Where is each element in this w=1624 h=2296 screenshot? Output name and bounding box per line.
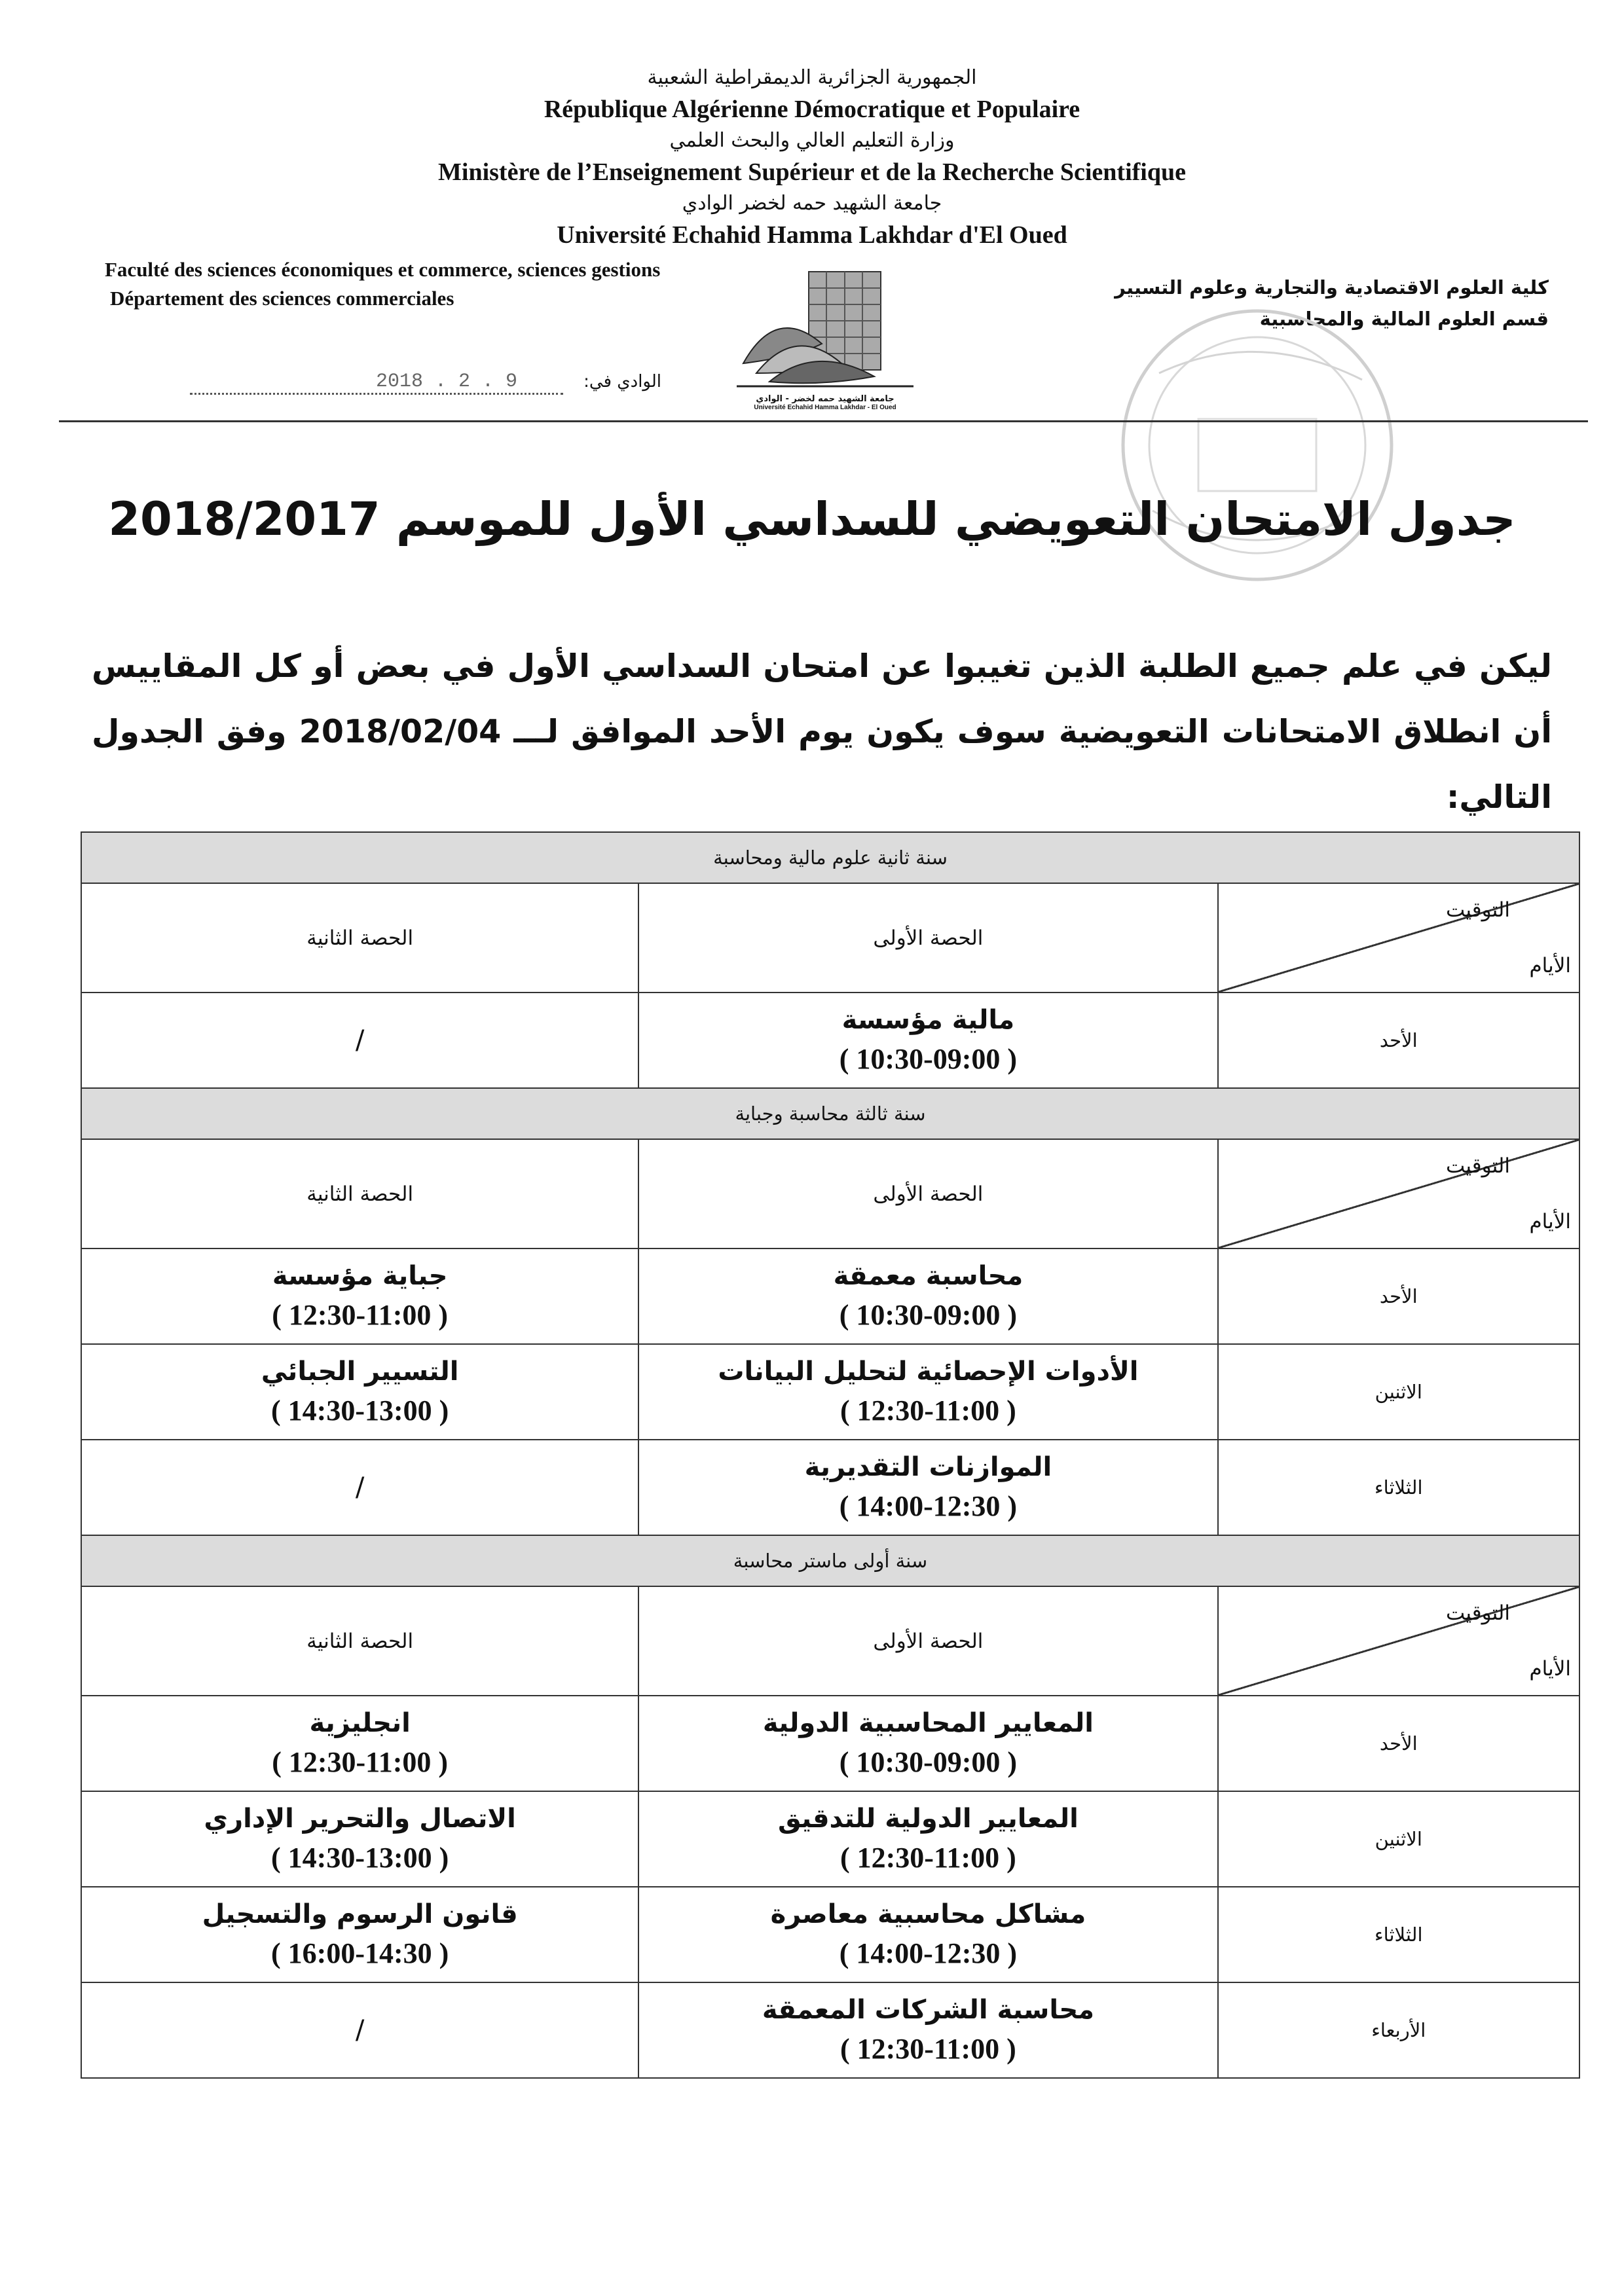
department-name-fr: Département des sciences commerciales [110, 287, 454, 310]
column-header-row [81, 1139, 1579, 1248]
first-subject: محاسبة معمقة [833, 1261, 1024, 1291]
republic-fr: République Algérienne Démocratique et Populaire [544, 96, 1080, 123]
first-session-cell [638, 1791, 1217, 1887]
republic-ar: الجمهورية الجزائرية الديمقراطية الشعبية [647, 66, 977, 89]
section-header-row [81, 832, 1579, 883]
first-session-header: الحصة الأولى [638, 1139, 1217, 1248]
days-label: الأيام [1529, 1657, 1571, 1681]
table-row [81, 1344, 1579, 1440]
second-subject: جباية مؤسسة [272, 1261, 448, 1291]
ministry-fr: Ministère de l’Enseignement Supérieur et de la Recherche Scientifique [438, 158, 1186, 186]
first-time: ( 12:30-11:00 ) [840, 1394, 1016, 1427]
day-cell: الأحد [1218, 1248, 1579, 1344]
second-subject: انجليزية [309, 1708, 411, 1738]
day-cell: الثلاثاء [1218, 1440, 1579, 1535]
second-subject-empty: / [355, 1472, 365, 1503]
day-cell: الثلاثاء [1218, 1887, 1579, 1982]
first-session-cell [638, 1982, 1217, 2078]
university-ar: جامعة الشهيد حمه لخضر الوادي [682, 192, 942, 215]
timing-label: التوقيت [1445, 1154, 1510, 1178]
second-session-cell [81, 1248, 638, 1344]
second-session-cell [81, 1440, 638, 1535]
days-label: الأيام [1529, 954, 1571, 977]
university-logo [730, 265, 920, 422]
days-label: الأيام [1529, 1210, 1571, 1233]
second-subject-empty: / [355, 2015, 365, 2045]
faculty-block-fr [105, 255, 786, 313]
first-subject: الأدوات الإحصائية لتحليل البيانات [718, 1357, 1139, 1387]
second-session-header: الحصة الثانية [81, 1586, 638, 1696]
first-session-header: الحصة الأولى [638, 1586, 1217, 1696]
second-subject: التسيير الجبائي [261, 1357, 459, 1387]
first-subject: مالية مؤسسة [841, 1005, 1015, 1035]
header-divider [59, 420, 1588, 422]
second-subject: قانون الرسوم والتسجيل [202, 1899, 518, 1929]
first-time: ( 14:00-12:30 ) [839, 1937, 1018, 1969]
table-row [81, 1696, 1579, 1791]
timing-days-corner [1218, 1586, 1579, 1696]
first-session-cell [638, 1696, 1217, 1791]
second-time: ( 12:30-11:00 ) [272, 1299, 449, 1331]
second-subject-empty: / [355, 1025, 365, 1055]
first-session-cell [638, 1887, 1217, 1982]
date-value: 2018 . 2 . 9 [375, 371, 517, 393]
first-session-cell [638, 1344, 1217, 1440]
ministry-ar: وزارة التعليم العالي والبحث العلمي [669, 129, 955, 152]
section-header-row [81, 1088, 1579, 1139]
second-time: ( 16:00-14:30 ) [271, 1937, 449, 1969]
announcement-paragraph: ليكن في علم جميع الطلبة الذين تغيبوا عن امتحان السداسي الأول في بعض أو كل المقاييس أن انطلاق الامتحانات التعويضية سوف يكون يوم الأحد الموافق لـــ 2018/02/04 وفق الجدول التالي: [92, 647, 1552, 816]
logo-caption-ar: جامعة الشهيد حمه لخضر - الوادي [756, 394, 895, 404]
exam-schedule-table [81, 831, 1580, 2079]
day-cell: الأربعاء [1218, 1982, 1579, 2078]
timing-label: التوقيت [1445, 898, 1510, 922]
column-header-row [81, 1586, 1579, 1696]
page-title: جدول الامتحان التعويضي للسداسي الأول للموسم 2018/2017 [108, 492, 1516, 546]
department-name-ar: قسم العلوم المالية والمحاسبية [1259, 308, 1549, 330]
table-row [81, 1982, 1579, 2078]
first-time: ( 10:30-09:00 ) [839, 1043, 1018, 1075]
day-cell: الأحد [1218, 993, 1579, 1088]
second-time: ( 14:30-13:00 ) [271, 1394, 449, 1427]
university-fr: Université Echahid Hamma Lakhdar d'El Oued [557, 221, 1067, 249]
first-session-cell [638, 1248, 1217, 1344]
first-subject: المعايير المحاسبية الدولية [762, 1708, 1094, 1738]
second-subject: الاتصال والتحرير الإداري [204, 1804, 516, 1834]
day-cell: الأحد [1218, 1696, 1579, 1791]
first-subject: الموازنات التقديرية [804, 1452, 1052, 1482]
faculty-name-fr: Faculté des sciences économiques et commerce, sciences gestions [105, 258, 661, 281]
first-subject: المعايير الدولية للتدقيق [777, 1804, 1079, 1834]
second-session-cell [81, 1791, 638, 1887]
official-stamp [1113, 301, 1401, 589]
day-cell: الاثنين [1218, 1791, 1579, 1887]
first-session-header: الحصة الأولى [638, 883, 1217, 993]
date-label: الوادي في: [583, 372, 661, 392]
first-time: ( 12:30-11:00 ) [840, 1842, 1016, 1874]
timing-days-corner [1218, 883, 1579, 993]
second-session-cell [81, 1696, 638, 1791]
first-time: ( 14:00-12:30 ) [839, 1490, 1018, 1522]
second-session-cell [81, 993, 638, 1088]
stamp-graphic [1113, 301, 1401, 589]
column-header-row [81, 883, 1579, 993]
first-time: ( 10:30-09:00 ) [839, 1746, 1018, 1778]
section-header-row [81, 1535, 1579, 1586]
second-session-header: الحصة الثانية [81, 883, 638, 993]
first-subject: مشاكل محاسبية معاصرة [770, 1899, 1086, 1929]
table-row [81, 993, 1579, 1088]
second-session-cell [81, 1982, 638, 2078]
section-title: سنة ثانية علوم مالية ومحاسبة [81, 832, 1579, 883]
second-time: ( 14:30-13:00 ) [271, 1842, 449, 1874]
section-title: سنة ثالثة محاسبة وجباية [81, 1088, 1579, 1139]
first-time: ( 10:30-09:00 ) [839, 1299, 1018, 1331]
second-session-cell [81, 1887, 638, 1982]
second-session-header: الحصة الثانية [81, 1139, 638, 1248]
section-title: سنة أولى ماستر محاسبة [81, 1535, 1579, 1586]
letterhead [0, 62, 1624, 251]
table-row [81, 1887, 1579, 1982]
date-line [190, 372, 661, 398]
timing-days-corner [1218, 1139, 1579, 1248]
day-cell: الاثنين [1218, 1344, 1579, 1440]
faculty-name-ar: كلية العلوم الاقتصادية والتجارية وعلوم التسيير [1115, 276, 1549, 299]
first-subject: محاسبة الشركات المعمقة [762, 1995, 1094, 2025]
exam-schedule-body [81, 832, 1579, 2078]
timing-label: التوقيت [1445, 1601, 1510, 1625]
second-session-cell [81, 1344, 638, 1440]
table-row [81, 1440, 1579, 1535]
table-row [81, 1248, 1579, 1344]
first-session-cell [638, 1440, 1217, 1535]
second-time: ( 12:30-11:00 ) [272, 1746, 449, 1778]
logo-caption-fr: Université Echahid Hamma Lakhdar - El Oued [754, 404, 896, 411]
first-time: ( 12:30-11:00 ) [840, 2033, 1016, 2065]
table-row [81, 1791, 1579, 1887]
first-session-cell [638, 993, 1217, 1088]
